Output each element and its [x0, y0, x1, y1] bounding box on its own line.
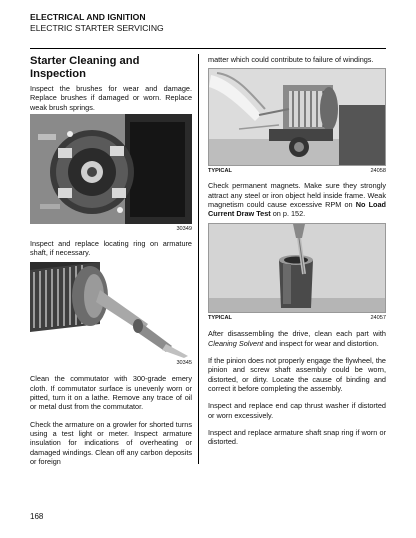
paragraph-windings: matter which could contribute to failure of windings.: [208, 55, 374, 64]
page-number: 168: [30, 512, 44, 521]
figure-number: 30349: [176, 225, 192, 232]
column-divider: [198, 54, 199, 464]
figure-brush-plate: [30, 114, 192, 224]
paragraph-commutator: Clean the commutator with 300-grade emery cloth. If commutator surface is unevenly worn or pitted, turn it on a lathe. Remove any trace of oil or metal dust from the commutator.: [30, 374, 192, 412]
paragraph-thrust-washer: Inspect and replace end cap thrust washer if distorted or worn excessively.: [208, 401, 386, 420]
text-run: After disassembling the drive, clean each part with: [208, 329, 386, 339]
magnet-test-photo: [209, 69, 385, 165]
magnet-check-photo: [209, 224, 385, 312]
paragraph-locating-ring: Inspect and replace locating ring on armature shaft, if necessary.: [30, 238, 192, 258]
right-column: [208, 55, 386, 446]
figure-number: 30345: [176, 360, 192, 367]
brush-plate-photo: [30, 114, 192, 224]
figure-armature: [30, 262, 192, 358]
figure-label: TYPICAL: [208, 315, 232, 322]
text-run: Check permanent magnets. Make sure they strongly attract any steel or iron object held inside frame. Weak magnetism could cause excessive RPM on: [208, 181, 386, 209]
left-column: [30, 55, 192, 466]
subsection-title: ELECTRIC STARTER SERVICING: [30, 23, 164, 33]
figure-number: 24057: [370, 315, 386, 322]
paragraph-pinion: If the pinion does not properly engage the flywheel, the pinion and screw shaft assembly could be worn, distorted, or dirty. Locate the cause of binding and correct it before completing the assembly.: [208, 356, 386, 393]
link-text: No Load Current Draw Test: [208, 199, 386, 219]
figure-caption-row: [208, 315, 386, 322]
figure-caption-row: [208, 168, 386, 175]
figure-label: TYPICAL: [208, 168, 232, 175]
paragraph-growler: Check the armature on a growler for shorted turns using a test light or meter. Inspect armature insulation for indications of overheating or damaged windings. Clean off any carbon deposits or foreign: [30, 419, 192, 466]
text-run: on p. 152.: [270, 209, 306, 219]
section-title: ELECTRICAL AND IGNITION: [30, 12, 146, 22]
page-header: [30, 12, 386, 34]
paragraph-brushes: Inspect the brushes for wear and damage. Replace brushes if damaged or worn. Replace weak brush springs.: [30, 84, 192, 112]
figure-magnet-test: [208, 68, 386, 166]
product-name: Cleaning Solvent: [208, 338, 264, 348]
figure-magnet-check: [208, 223, 386, 313]
section-heading: Starter Cleaning and Inspection: [30, 55, 140, 80]
paragraph-drive: [208, 329, 386, 348]
text-run: and inspect for wear and distortion.: [263, 338, 379, 348]
paragraph-snap-ring: Inspect and replace armature shaft snap ring if worn or distorted.: [208, 427, 386, 447]
header-rule: [30, 48, 386, 49]
figure-number: 24058: [370, 168, 386, 175]
armature-photo: [30, 262, 192, 358]
paragraph-magnets: [208, 181, 386, 218]
